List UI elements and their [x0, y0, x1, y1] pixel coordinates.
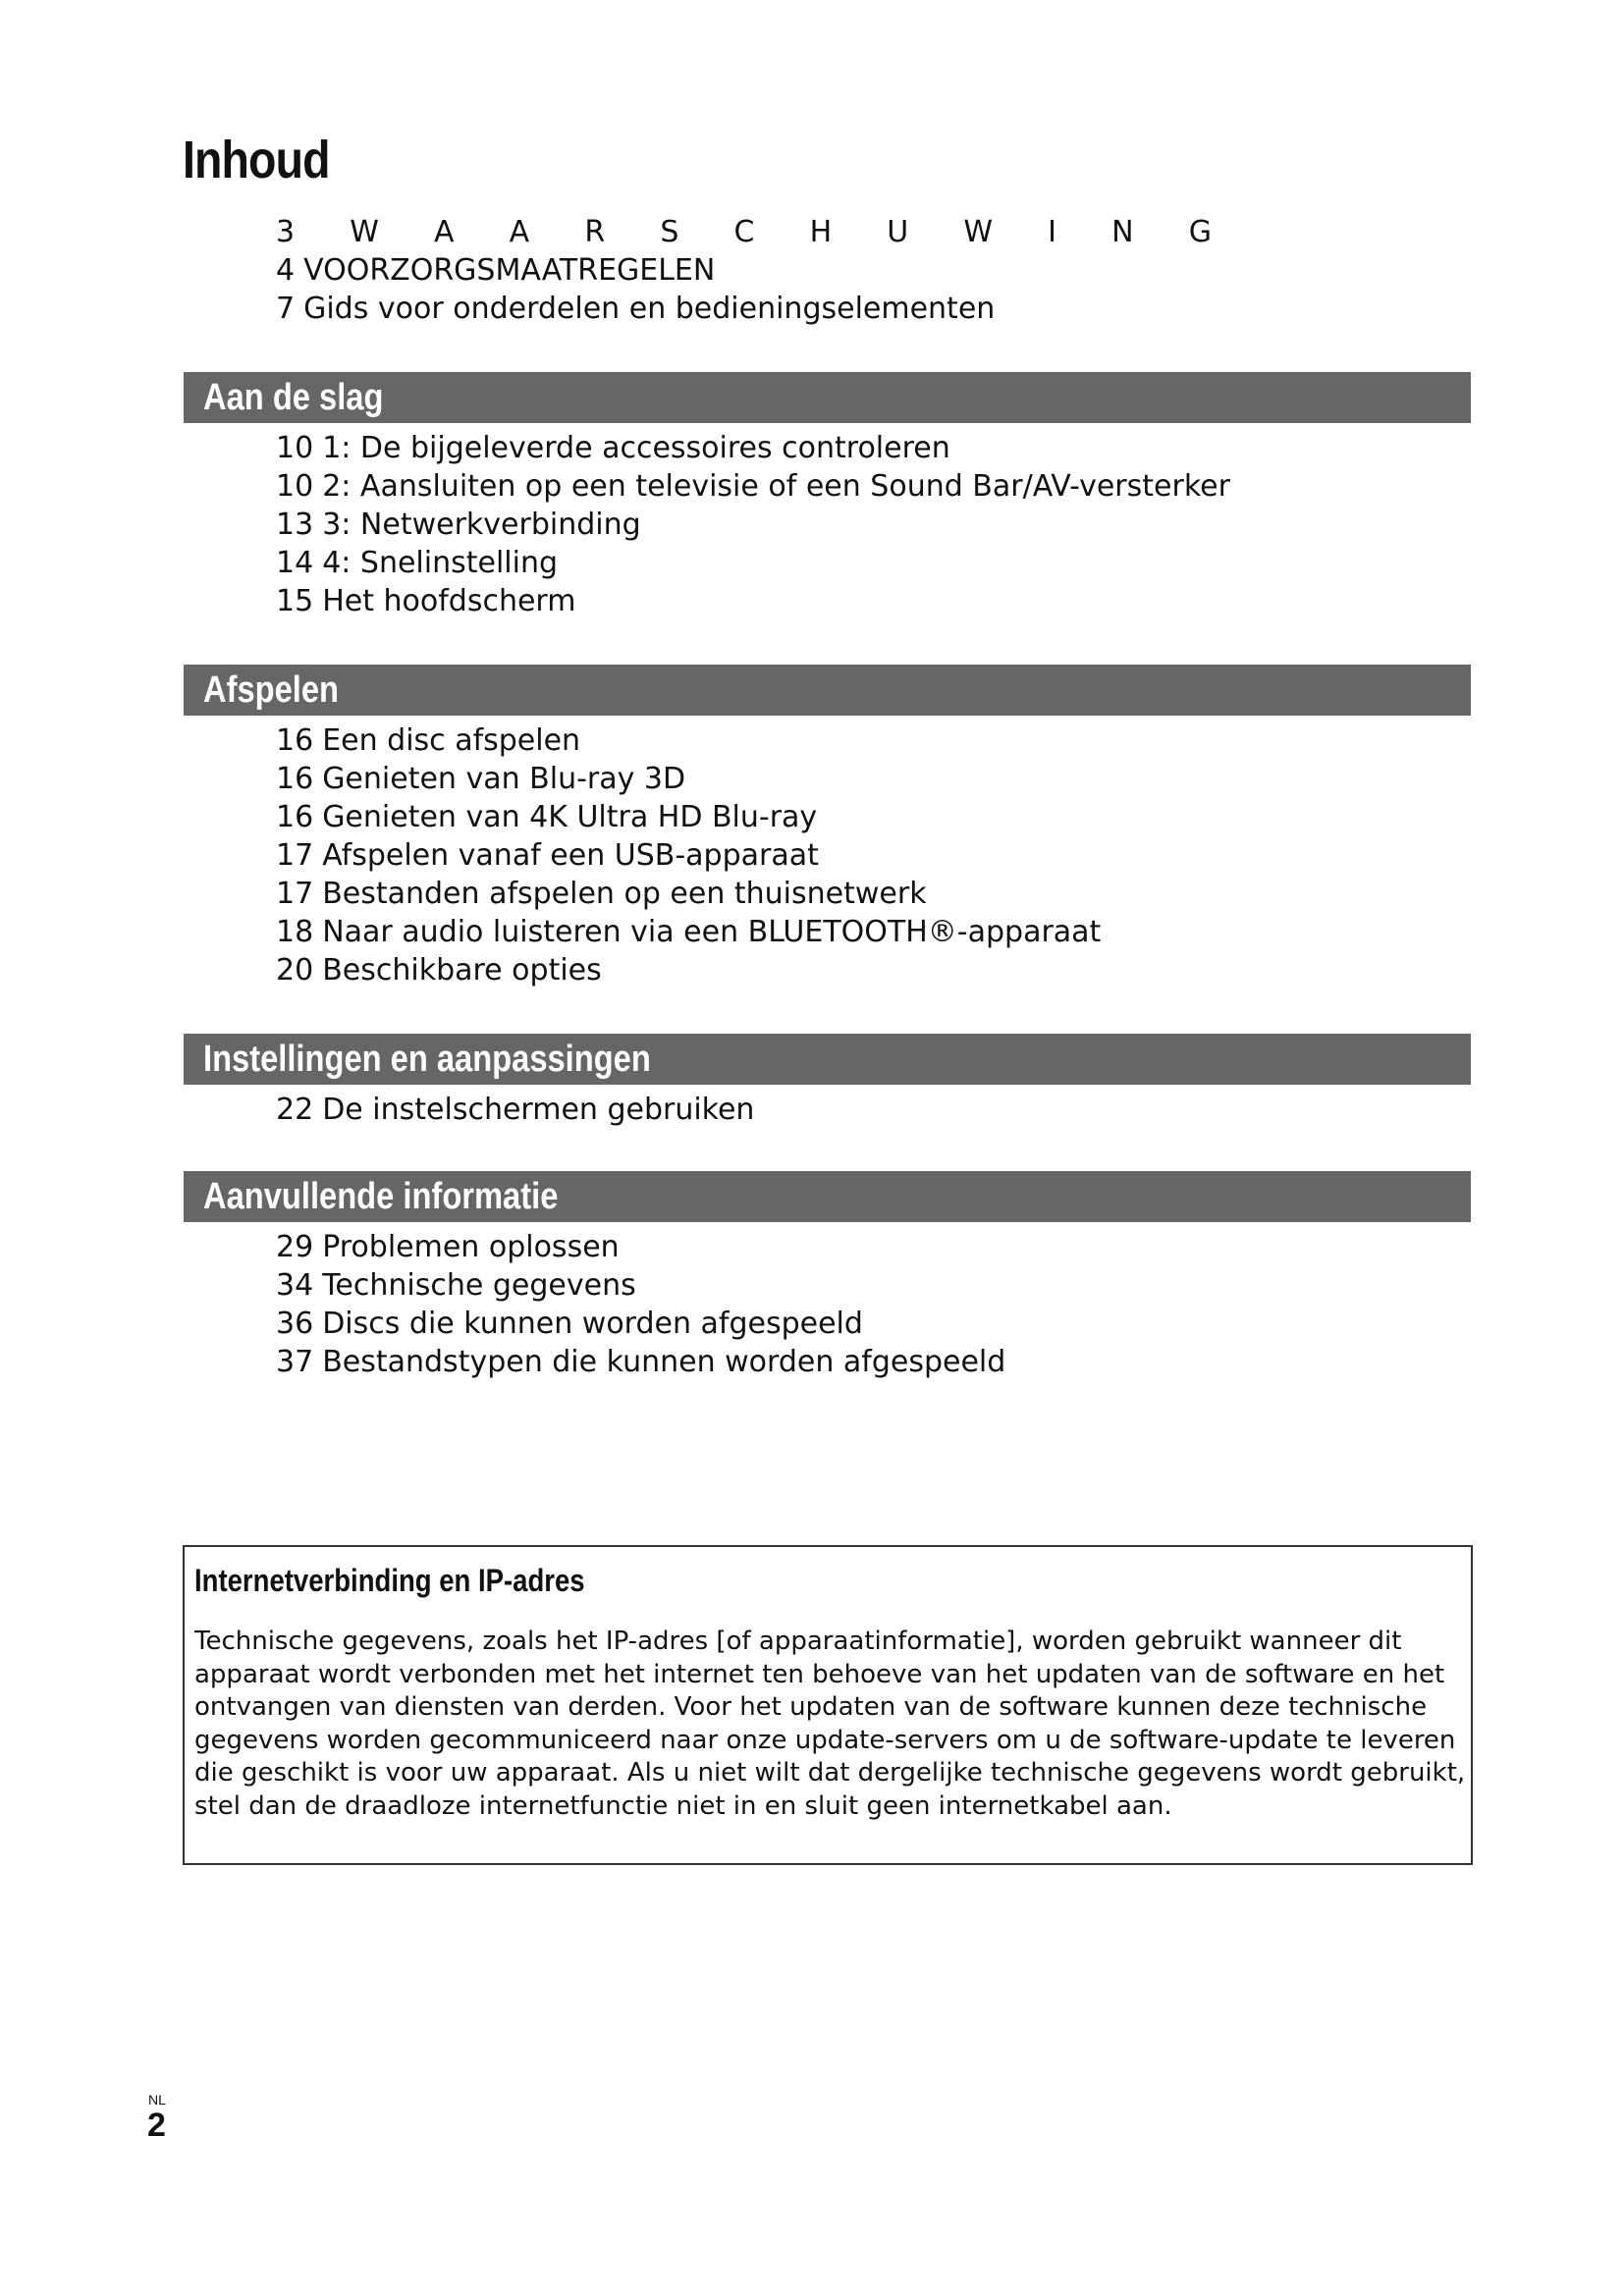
- toc-entry-title: Bestanden afspelen op een thuisnetwerk: [322, 877, 927, 911]
- section-toc-list: [276, 1228, 1005, 1381]
- toc-entry-title: 4: Snelinstelling: [322, 546, 559, 580]
- toc-entry-title: Een disc afspelen: [322, 723, 581, 758]
- toc-entry-title: Het hoofdscherm: [322, 584, 576, 618]
- toc-page-number: 4: [276, 253, 296, 288]
- section-header-aan-de-slag: [184, 372, 1471, 423]
- toc-page-number: 7: [276, 292, 296, 326]
- language-code: NL: [148, 2092, 166, 2108]
- toc-entry-title: 1: De bijgeleverde accessoires controleren: [322, 431, 950, 465]
- toc-entry[interactable]: [276, 1343, 1005, 1381]
- toc-entry-title: Genieten van Blu-ray 3D: [322, 762, 686, 796]
- info-box-body: Technische gegevens, zoals het IP-adres [of apparaatinformatie], worden gebruikt wanneer dit apparaat wordt verbonden met het internet ten behoeve van het updaten van de software en het ontvangen van diensten van derden. Voor het updaten van de software kunnen deze technische gegevens worden gecommuniceerd naar onze update-servers om u de software-update te leveren die geschikt is voor uw apparaat. Als u niet wilt dat dergelijke technische gegevens wordt gebruikt, stel dan de draadloze internetfunctie niet in en sluit geen internetkabel aan.: [194, 1627, 1466, 1821]
- toc-page-number: 18: [276, 915, 314, 949]
- letter: W: [350, 215, 379, 249]
- toc-entry[interactable]: [276, 951, 1101, 989]
- toc-entry-title: Genieten van 4K Ultra HD Blu-ray: [322, 800, 818, 834]
- toc-entry[interactable]: [276, 1266, 1005, 1305]
- toc-page-number: 16: [276, 762, 314, 796]
- toc-entry[interactable]: [276, 429, 1230, 467]
- letter: A: [509, 215, 530, 249]
- toc-entry[interactable]: [276, 1091, 754, 1129]
- letter: R: [584, 215, 606, 249]
- toc-entry-title: Naar audio luisteren via een BLUETOOTH®-apparaat: [322, 915, 1102, 949]
- toc-page-number: 16: [276, 800, 314, 834]
- toc-entry[interactable]: [276, 1228, 1005, 1266]
- section-heading: Afspelen: [203, 669, 340, 711]
- toc-entry-title: Afspelen vanaf een USB-apparaat: [322, 838, 819, 873]
- letter: W: [963, 215, 994, 249]
- toc-entry[interactable]: [276, 875, 1101, 913]
- intro-toc-list: [276, 213, 1212, 328]
- page-title: Inhoud: [183, 131, 330, 189]
- toc-page-number: 22: [276, 1093, 314, 1127]
- info-box-title: Internetverbinding en IP-adres: [194, 1563, 585, 1598]
- toc-entry-title: 3: Netwerkverbinding: [322, 507, 641, 542]
- section-toc-list: [276, 1091, 754, 1129]
- section-toc-list: [276, 721, 1101, 989]
- toc-entry-title: Gids voor onderdelen en bedieningselementen: [303, 292, 996, 326]
- toc-entry[interactable]: [276, 290, 1212, 328]
- toc-entry[interactable]: [276, 582, 1230, 620]
- toc-page-number: 36: [276, 1307, 314, 1341]
- letter: C: [733, 215, 755, 249]
- letter: G: [1188, 215, 1212, 249]
- toc-entry[interactable]: [276, 467, 1230, 506]
- letter: U: [887, 215, 909, 249]
- section-heading: Aanvullende informatie: [203, 1176, 559, 1217]
- letter: H: [809, 215, 833, 249]
- toc-entry[interactable]: [276, 1305, 1005, 1343]
- section-toc-list: [276, 429, 1230, 620]
- toc-entry[interactable]: [276, 798, 1101, 836]
- toc-entry-title: Technische gegevens: [322, 1268, 636, 1303]
- section-heading: Instellingen en aanpassingen: [203, 1039, 651, 1080]
- toc-entry-title: VOORZORGSMAATREGELEN: [303, 253, 716, 288]
- toc-entry-title: De instelschermen gebruiken: [322, 1093, 755, 1127]
- toc-entry[interactable]: [276, 506, 1230, 544]
- toc-page-number: 15: [276, 584, 314, 618]
- section-header-aanvullende-informatie: [184, 1171, 1471, 1222]
- toc-page-number: 10: [276, 469, 314, 504]
- toc-page-number: 20: [276, 953, 314, 988]
- toc-page-number: 37: [276, 1345, 314, 1379]
- toc-entry-title: Bestandstypen die kunnen worden afgespeeld: [322, 1345, 1006, 1379]
- section-header-afspelen: [184, 665, 1471, 716]
- toc-page-number: 17: [276, 877, 314, 911]
- toc-page-number: 10: [276, 431, 314, 465]
- toc-entry[interactable]: [276, 913, 1101, 951]
- letter: S: [660, 215, 679, 249]
- toc-entry[interactable]: [276, 251, 1212, 290]
- section-header-instellingen: [184, 1034, 1471, 1085]
- toc-entry-warning[interactable]: [276, 213, 1212, 251]
- toc-entry-title: Problemen oplossen: [322, 1230, 620, 1264]
- page-number: 2: [147, 2107, 166, 2144]
- toc-page-number: 17: [276, 838, 314, 873]
- section-heading: Aan de slag: [203, 377, 384, 418]
- toc-entry-title: 2: Aansluiten op een televisie of een Sound Bar/AV-versterker: [322, 469, 1230, 504]
- toc-page-number: 29: [276, 1230, 314, 1264]
- letter: I: [1048, 215, 1056, 249]
- toc-page-number: 16: [276, 723, 314, 758]
- internet-info-box: [183, 1545, 1473, 1865]
- letter: N: [1111, 215, 1134, 249]
- toc-entry[interactable]: [276, 836, 1101, 875]
- letter: A: [434, 215, 455, 249]
- toc-entry-title: Beschikbare opties: [322, 953, 602, 988]
- toc-entry[interactable]: [276, 760, 1101, 798]
- toc-page-number: 14: [276, 546, 314, 580]
- toc-entry[interactable]: [276, 721, 1101, 760]
- toc-page-number: 34: [276, 1268, 314, 1303]
- toc-page-number: 13: [276, 507, 314, 542]
- toc-entry[interactable]: [276, 544, 1230, 582]
- letter: 3: [276, 215, 296, 249]
- toc-entry-title: Discs die kunnen worden afgespeeld: [322, 1307, 863, 1341]
